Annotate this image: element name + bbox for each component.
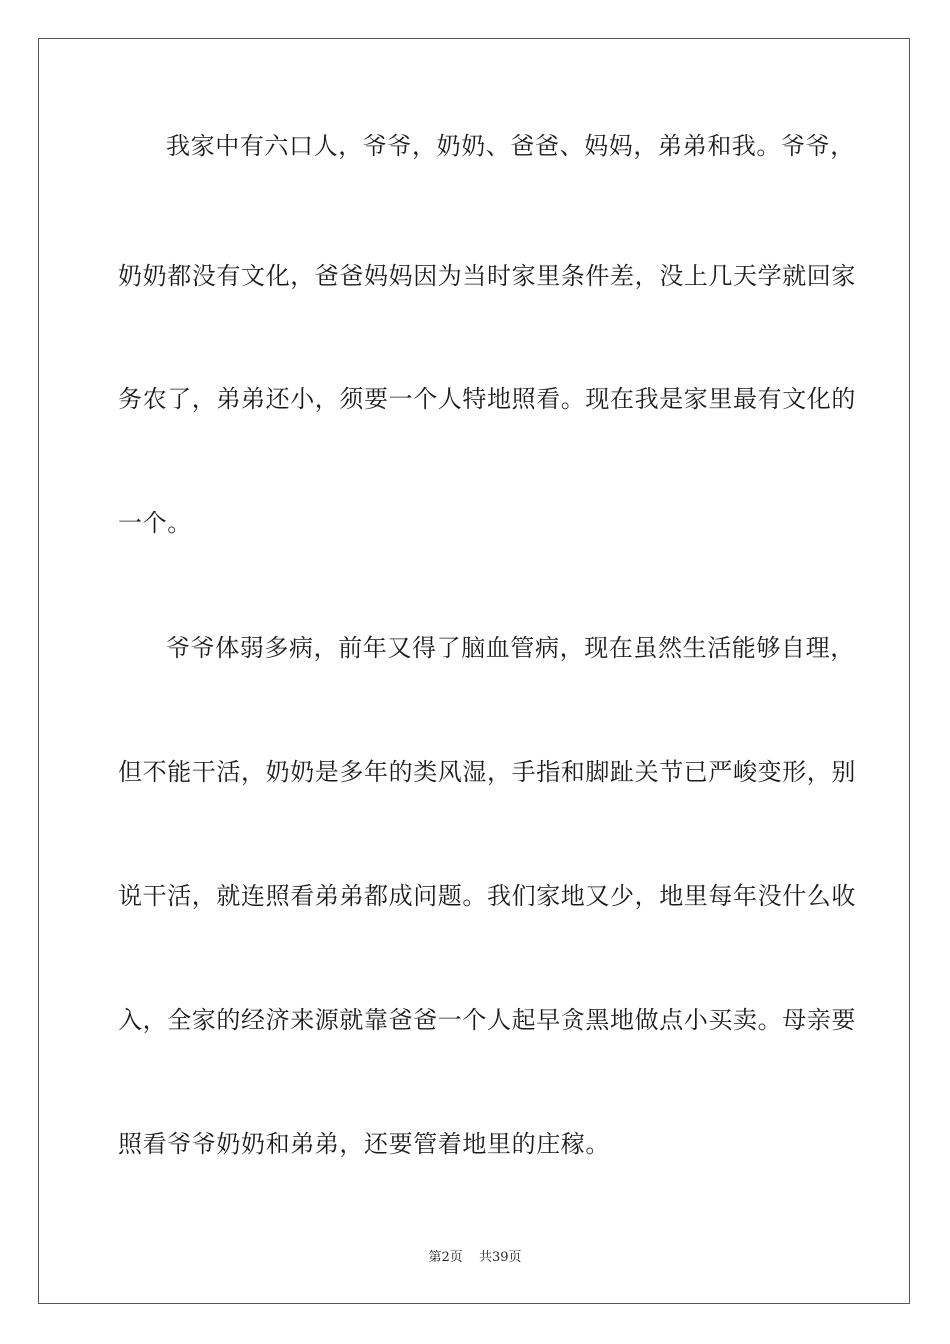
paragraph-2-line-5: 照看爷爷奶奶和弟弟，还要管着地里的庄稼。 — [118, 1130, 610, 1158]
paragraph-1-line-3: 务农了，弟弟还小，须要一个人特地照看。现在我是家里最有文化的 — [118, 385, 856, 413]
paragraph-2-line-1: 爷爷体弱多病，前年又得了脑血管病，现在虽然生活能够自理， — [166, 634, 855, 662]
page-number: 第2页 — [428, 1250, 463, 1265]
page-total: 共39页 — [478, 1250, 522, 1265]
paragraph-2-line-4: 入，全家的经济来源就靠爸爸一个人起早贪黑地做点小买卖。母亲要 — [118, 1006, 856, 1034]
paragraph-2-line-3: 说干活，就连照看弟弟都成问题。我们家地又少，地里每年没什么收 — [118, 882, 856, 910]
paragraph-1-line-2: 奶奶都没有文化，爸爸妈妈因为当时家里条件差，没上几天学就回家 — [118, 262, 856, 290]
paragraph-2-line-2: 但不能干活，奶奶是多年的类风湿，手指和脚趾关节已严峻变形，别 — [118, 758, 856, 786]
page-border — [38, 38, 910, 1304]
paragraph-1-line-4: 一个。 — [118, 509, 192, 537]
paragraph-1-line-1: 我家中有六口人，爷爷，奶奶、爸爸、妈妈，弟弟和我。爷爷， — [166, 132, 855, 160]
page-footer — [0, 1246, 950, 1265]
